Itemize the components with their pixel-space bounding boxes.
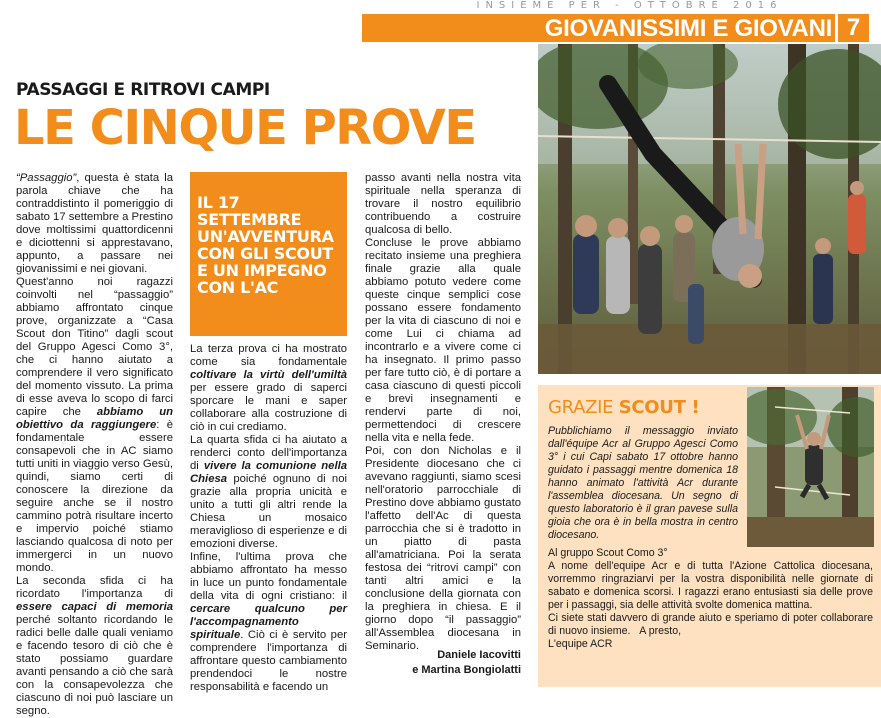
masthead: INSIEME PER - OTTOBRE 2016 (476, 0, 783, 11)
scouts-rope-photo (538, 44, 881, 374)
sidebar-title (548, 397, 748, 419)
text: , questa è stata la parola chiave che ha contraddistinto il pomeriggio di sabato 17 settembre a Prestino dove moltissimi quattordicenni e diciottenni si apprestavano, appunto, a passare nei giovanissimi e nei giovani. (16, 172, 173, 275)
text: . Ciò ci è servito per comprendere l'importanza di affrontare questo cambiamento prendendoci le nostre responsabilità e facendo un (190, 629, 347, 693)
emphasis: essere capaci di memoria (16, 601, 173, 613)
article-headline: LE CINQUE PROVE (14, 100, 476, 156)
article-kicker: PASSAGGI E RITROVI CAMPI (16, 80, 270, 100)
sidebar-title-bold: SCOUT ! (618, 397, 700, 418)
scout-climbing-photo (747, 387, 874, 547)
col2-paragraph-3 (190, 551, 347, 694)
emphasis: vivere la comunione nella Chiesa (190, 460, 347, 485)
col3-paragraph-3: Poi, con don Nicholas e il Presidente diocesano che ci avevano raggiunti, siamo scesi nell'oratorio parrocchiale di Prestino dove abbiamo gustato l'affetto dell'Ac di questa parrocchia che si è tradotto in un piatto di pasta all'amatriciana. Poi la serata festosa dei “ritrovi campi” con tanti altri amici e la conclusione della giornata con la preghiera in chiesa. E il giorno dopo “il passaggio” all'Assemblea diocesana in Seminario. (365, 445, 521, 652)
sidebar-sign: L'equipe ACR (548, 638, 613, 650)
text: perché soltanto ricordando le radici belle dalle quali veniamo e facendo tesoro di ciò che è stato possiamo guardare avanti pensando a ciò che sarà con la consapevolezza che ciascuno di noi può lasciare un segno. (16, 614, 173, 717)
text: poiché ognuno di noi grazie alla propria unicità e unito a tutti gli altri rende la Chiesa un mosaico meraviglioso di esperienze e di emozioni diverse. (190, 473, 347, 550)
sidebar-letter (548, 547, 873, 651)
pullquote: IL 17 SETTEMBRE UN'AVVENTURA CON GLI SCOUT E UN IMPEGNO CON L'AC (197, 193, 334, 297)
text: : è fondamentale essere consapevoli che in AC siamo tutti uniti in viaggio verso Gesù, quindi, siamo certi di conoscere la direzione da seguire anche se il nostro cammino potrà risultare incerto e impervio poiché stiamo lasciando qualcosa di noto per immergerci in un nuovo mondo. (16, 419, 174, 574)
article-signature (365, 648, 521, 678)
article-column-1 (16, 172, 173, 718)
article-column-3 (365, 172, 521, 653)
sidebar-intro: Pubblichiamo il messaggio inviato dall'équipe Acr al Gruppo Agesci Como 3° i cui Capi sabato 17 ottobre hanno guidato i passaggi mentre domenica 18 hanno animato l'attività Acr durante l'assemblea diocesana. Un segno di questo laboratorio è il gran pavese sulla gioia che ora è in bella mostra in centro diocesano. (548, 425, 738, 541)
text: La quarta sfida ci ha aiutato a renderci conto dell'importanza di (190, 434, 347, 472)
emphasis: “Passaggio” (16, 172, 77, 184)
signature-line-1: Daniele Iacovitti (437, 649, 521, 661)
text: La seconda sfida ci ha ricordato l'importanza di (16, 575, 173, 600)
col3-paragraph-1: passo avanti nella nostra vita spirituale nella speranza di trovare il nostro equilibrio contribuendo a costruire qualcosa di bello. (365, 172, 521, 236)
signature-line-2: e Martina Bongiolatti (412, 664, 521, 676)
col1-paragraph-1 (16, 172, 173, 276)
sidebar-closing: Ci siete stati davvero di grande aiuto e speriamo di poter collaborare di nuovo insieme. A presto, (548, 612, 873, 637)
emphasis: cercare qualcuno per l'accompagnamento spirituale (190, 603, 347, 641)
scouts-rope-photo-image (538, 44, 881, 374)
col2-paragraph-2 (190, 434, 347, 551)
sidebar-title-light: GRAZIE (548, 397, 619, 418)
sidebar-body-text: A nome dell'equipe Acr e di tutta l'Azione Cattolica diocesana, vorremmo ringraziarvi per la vostra disponibilità nelle giornate di sabato e domenica scorsi. I ragazzi erano entusiasti sia delle prove per i passaggi, sia delle attività svolte domenica mattina. (548, 560, 873, 611)
scout-climbing-photo-image (747, 387, 874, 547)
text: La terza prova ci ha mostrato come sia fondamentale (190, 343, 347, 368)
col1-paragraph-3 (16, 575, 173, 718)
col3-paragraph-2: Concluse le prove abbiamo recitato insieme una preghiera finale grazie alla quale abbiamo potuto vedere come queste cinque semplici cose possano essere fondamento per la vita di ciascuno di noi e come Lui ci chiama ad incontrarlo e a vivere come ci ha insegnato. Il primo passo per fare tutto ciò, è di portare a casa ciascuno di questi piccoli e brevi insegnamenti e rendervi parte di noi, permettendoci di crescere nella vita e nella fede. (365, 237, 521, 444)
text: per essere grado di saperci sporcare le mani e saper collaborare alla costruzione di ciò in cui crediamo. (190, 382, 347, 433)
section-title: GIOVANISSIMI E GIOVANI (544, 15, 832, 42)
page-number: 7 (846, 14, 861, 41)
text: Infine, l'ultima prova che abbiamo affrontato ha messo in luce un punto fondamentale della vita di ogni cristiano: il (190, 551, 347, 602)
col1-paragraph-2 (16, 276, 173, 575)
emphasis: abbiamo un obiettivo da raggiungere (16, 406, 173, 431)
text: Quest'anno noi ragazzi coinvolti nel “passaggio” abbiamo affrontato cinque prove, organizzate a “Casa Scout don Titino” dagli scout del Gruppo Agesci Como 3°, che ci hanno aiutato a comprendere il vero significato del momento vissuto. La prima di esse aveva lo scopo di farci capire che (16, 276, 173, 418)
article-column-2 (190, 343, 347, 694)
emphasis: coltivare la virtù dell'umiltà (190, 369, 347, 381)
sidebar-greeting: Al gruppo Scout Como 3° (548, 547, 668, 559)
col2-paragraph-1 (190, 343, 347, 434)
